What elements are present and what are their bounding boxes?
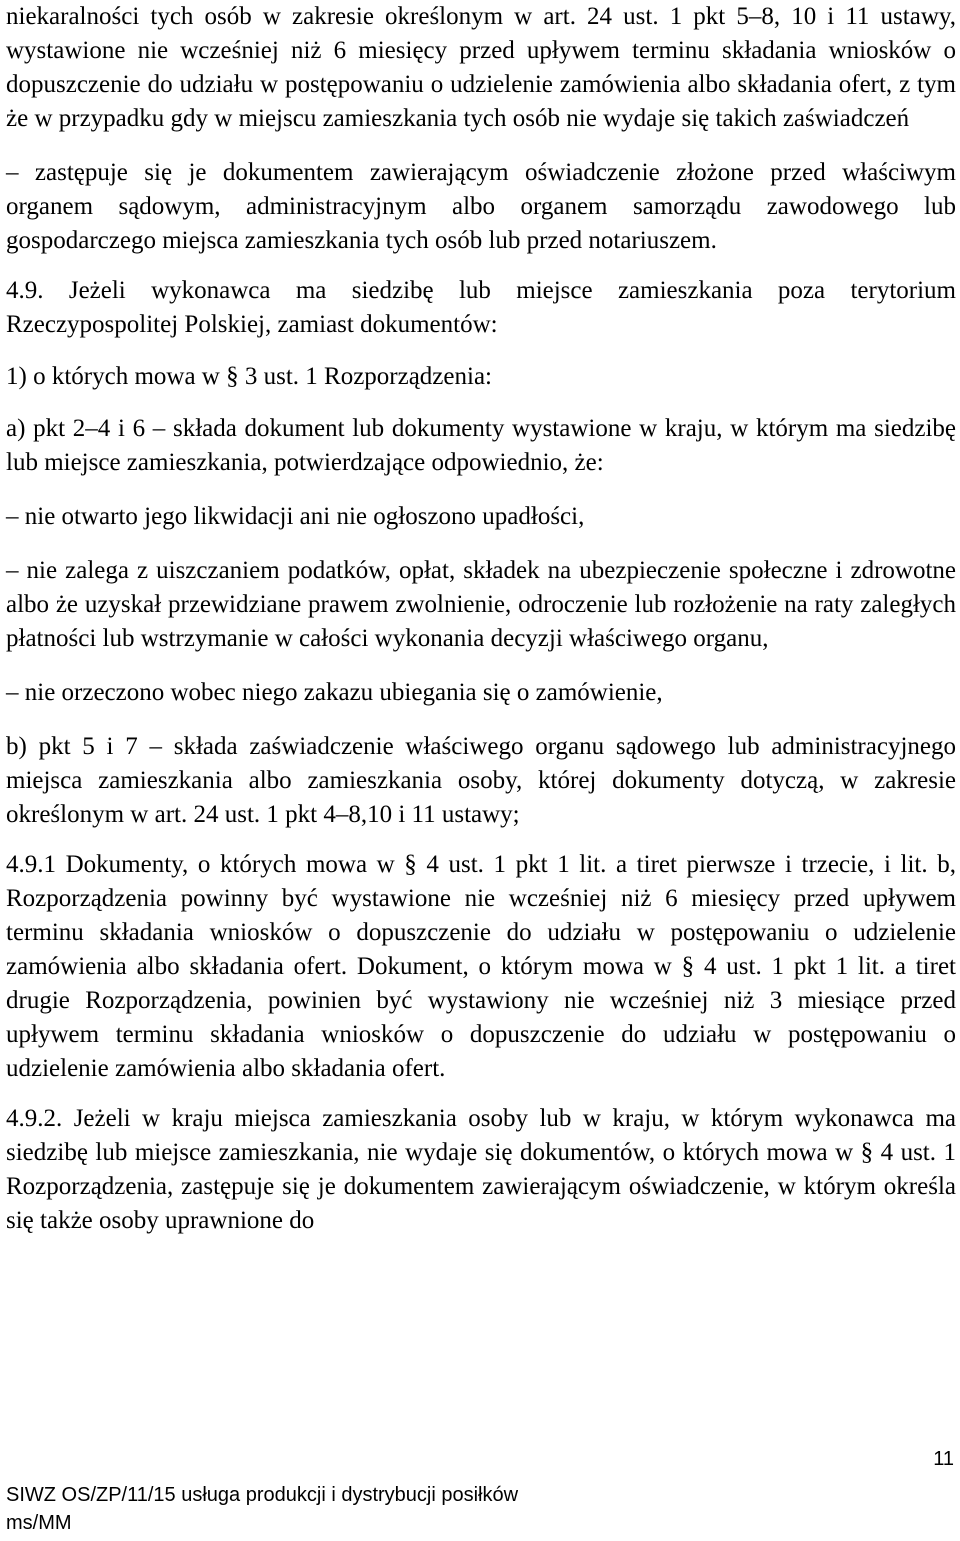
paragraph-2: – zastępuje się je dokumentem zawierającym oświadczenie złożone przed właściwym organem sądowym, administracyjnym albo organem samorządu zawodowego lub gospodarczego miejsca zamieszkania tych osób lub przed notariuszem. (6, 159, 956, 254)
page-number: 11 (933, 1448, 954, 1470)
paragraph-10: 4.9.1 Dokumenty, o których mowa w § 4 ust. 1 pkt 1 lit. a tiret pierwsze i trzecie, i lit. b, Rozporządzenia powinny być wystawione nie wcześniej niż 6 miesięcy przed upływem terminu składania wniosków o dopuszczenie do udziału w postępowaniu o udzielenie zamówienia albo składania ofert. Dokument, o którym mowa w § 4 ust. 1 pkt 1 lit. a tiret drugie Rozporządzenia, powinien być wystawiony nie wcześniej niż 3 miesiące przed upływem terminu składania wniosków o dopuszczenie do udziału w postępowaniu o udzielenie zamówienia albo składania ofert. (6, 851, 956, 1082)
paragraph-9: b) pkt 5 i 7 – składa zaświadczenie właściwego organu sądowego lub administracyjnego miejsca zamieszkania albo zamieszkania osoby, której dokumenty dotyczą, w zakresie określonym w art. 24 ust. 1 pkt 4–8,10 i 11 ustawy; (6, 733, 956, 828)
paragraph-4: 1) o których mowa w § 3 ust. 1 Rozporządzenia: (6, 363, 492, 390)
paragraph-3: 4.9. Jeżeli wykonawca ma siedzibę lub miejsce zamieszkania poza terytorium Rzeczypospolitej Polskiej, zamiast dokumentów: (6, 277, 956, 338)
footer-document-id: SIWZ OS/ZP/11/15 usługa produkcji i dystrybucji posiłków (6, 1484, 519, 1506)
paragraph-6: – nie otwarto jego likwidacji ani nie ogłoszono upadłości, (6, 503, 585, 530)
paragraph-5: a) pkt 2–4 i 6 – składa dokument lub dokumenty wystawione w kraju, w którym ma siedzibę lub miejsce zamieszkania, potwierdzające odpowiednio, że: (6, 415, 956, 476)
paragraph-7: – nie zalega z uiszczaniem podatków, opłat, składek na ubezpieczenie społeczne i zdrowotne albo że uzyskał przewidziane prawem zwolnienie, odroczenie lub rozłożenie na raty zaległych płatności lub wstrzymanie w całości wykonania decyzji właściwego organu, (6, 557, 956, 652)
paragraph-1: niekaralności tych osób w zakresie określonym w art. 24 ust. 1 pkt 5–8, 10 i 11 ustawy, wystawione nie wcześniej niż 6 miesięcy przed upływem terminu składania wniosków o dopuszczenie do udziału w postępowaniu o udzielenie zamówienia albo składania ofert, z tym że w przypadku gdy w miejscu zamieszkania tych osób nie wydaje się takich zaświadczeń (6, 3, 956, 132)
document-page (6, 0, 956, 1238)
footer-initials: ms/MM (6, 1512, 72, 1534)
paragraph-8: – nie orzeczono wobec niego zakazu ubiegania się o zamówienie, (6, 679, 663, 706)
page-footer (6, 1481, 518, 1537)
paragraph-11: 4.9.2. Jeżeli w kraju miejsca zamieszkania osoby lub w kraju, w którym wykonawca ma siedzibę lub miejsce zamieszkania, nie wydaje się dokumentów, o których mowa w § 4 ust. 1 Rozporządzenia, zastępuje się je dokumentem zawierającym oświadczenie, w którym określa się także osoby uprawnione do (6, 1105, 956, 1234)
